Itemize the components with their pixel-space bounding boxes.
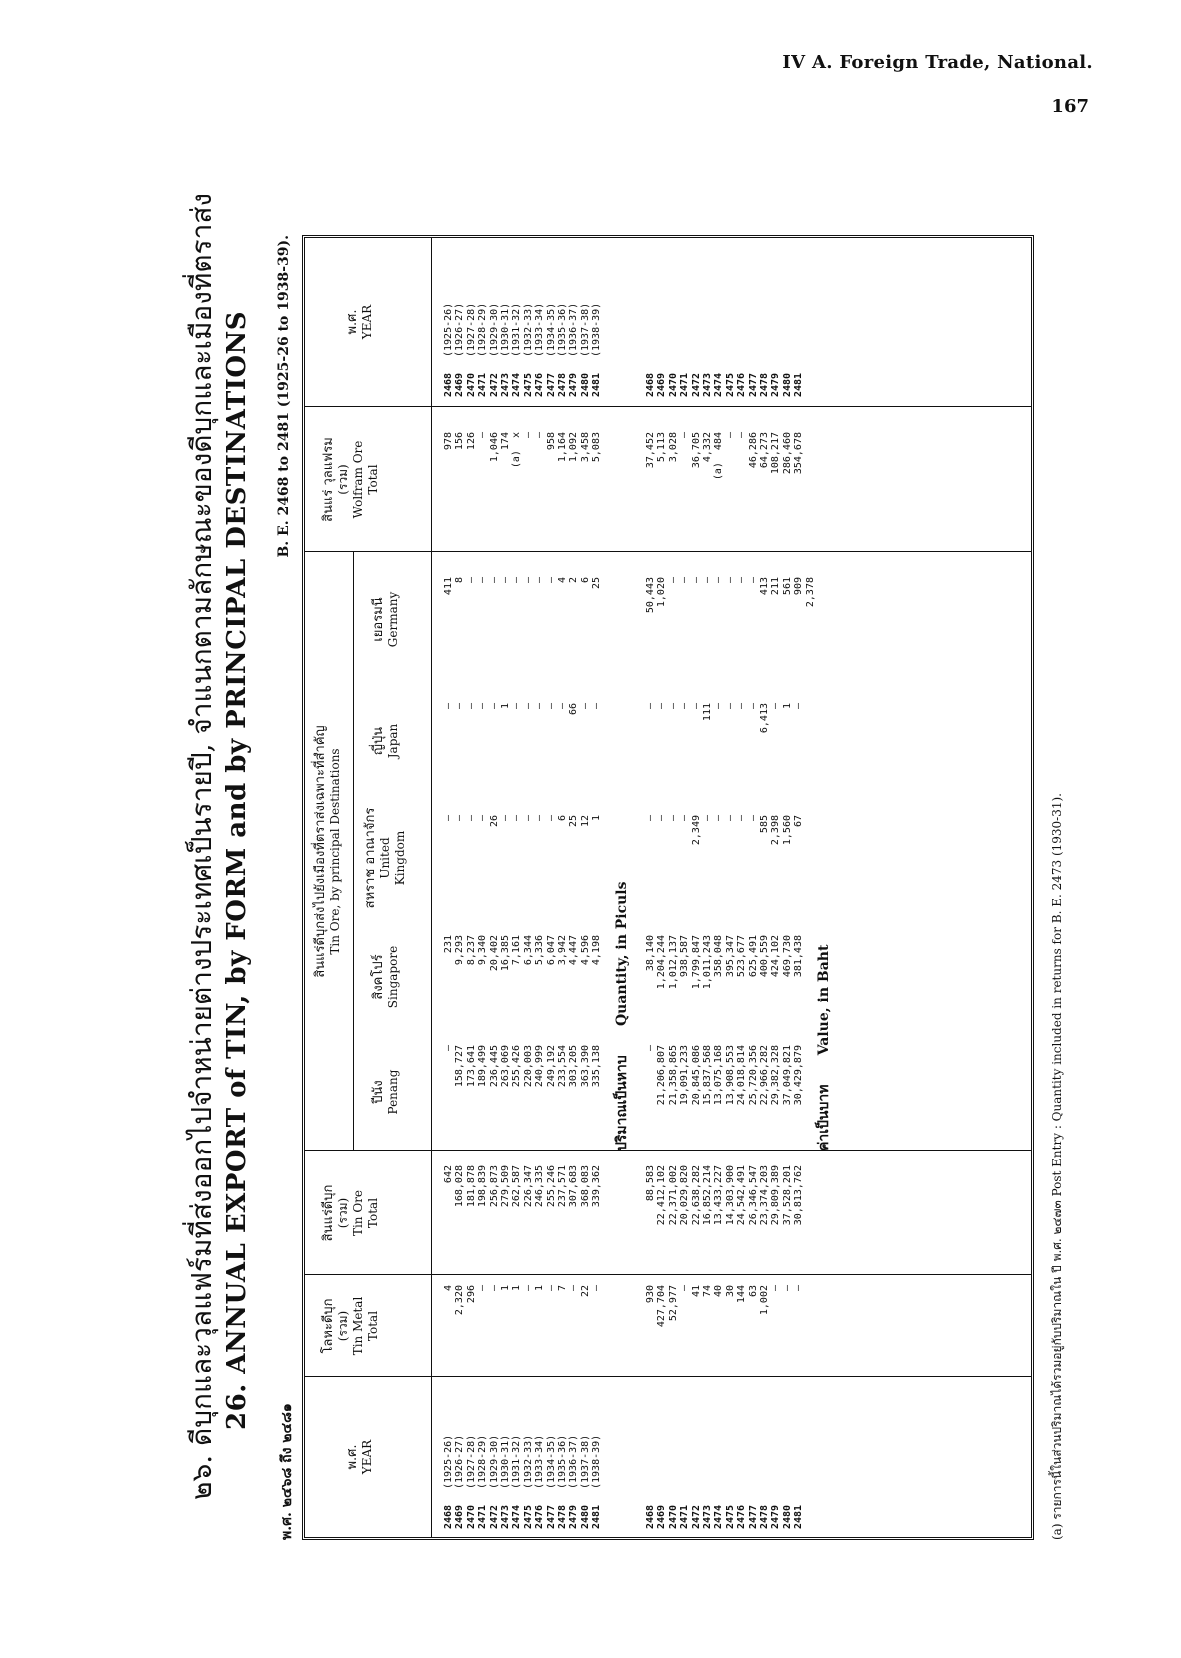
val-tin-metal: 930 427,704 52,977 — 41 74 40 30 144 63 1,002 — — —	[645, 1285, 805, 1328]
wolfram-header: สินแร่ วุลแฟรม (รวม) Wolfram Ore Total	[321, 437, 380, 522]
qty-wolfram: 978 156 126 — 1,046 174 (a) x — — 958 1,164 1,092 3,458 5,083	[443, 432, 603, 469]
range-english: B. E. 2468 to 2481 (1925-26 to 1938-39).	[276, 235, 292, 558]
tin-ore-header: สินแร่ดีบุก (รวม) Tin Ore Total	[321, 1184, 380, 1242]
col-divider	[305, 406, 1031, 407]
years-ce-quantity-right: (1925-26) (1926-27) (1927-28) (1928-29) (1929-30) (1930-31) (1931-32) (1932-33) (1933-34) (1934-35) (1935-36) (1936-37) (1937-38) (1938-39)	[443, 302, 603, 357]
table-title-thai: ๒๖. ดีบุกและวุลแฟร์มที่ส่งออกไปจำหน่ายต่างประเทศเป็นรายปี, จำแนกตามลักษณะของดีบุกและเมืองที่ตราส่ง	[185, 192, 218, 1500]
germany-header: เยอรมนี Germany	[371, 591, 400, 648]
col-divider	[305, 551, 1031, 552]
section-quantity: ปริมาณเป็นหาบ Quantity, in Piculs	[614, 881, 630, 1151]
col-divider	[305, 1274, 1031, 1275]
years-value: 2468 2469 2470 2471 2472 2473 2474 2475 2476 2477 2478 2479 2480 2481	[645, 1504, 805, 1529]
val-wolfram: 37,452 5,113 3,028 — 36,705 4,332 (a) 484 — — 46,286 64,273 108,217 286,460 354,678	[645, 432, 805, 481]
qty-japan: — — — — — 1 — — — — — 66 — —	[443, 703, 603, 716]
penang-header: ปีนัง Penang	[371, 1069, 400, 1115]
qty-tin-ore: 642 168,028 181,878 198,839 256,873 279,509 262,587 226,347 246,335 255,246 237,571 307,683 368,083 339,362	[443, 1165, 603, 1208]
years-ce-quantity: (1925-26) (1926-27) (1927-28) (1928-29) (1929-30) (1930-31) (1931-32) (1932-33) (1933-34) (1934-35) (1935-36) (1936-37) (1937-38) (1938-39)	[443, 1434, 603, 1489]
val-germany: 50,443 1,020 — — — — — — — — 413 211 561 909 2,378	[645, 577, 816, 614]
group-underline	[353, 552, 354, 1151]
val-japan: — — — — — 111 — — — — 6,413 — 1 —	[645, 703, 805, 734]
table-title-english: 26. ANNUAL EXPORT of TIN, by FORM and by PRINCIPAL DESTINATIONS	[222, 310, 252, 1430]
qty-tin-metal: 4 2,320 296 — — 1 1 — 1 — 7 — 22 —	[443, 1285, 603, 1316]
header-rule	[431, 237, 432, 1537]
val-penang: — 21,206,807 21,358,865 19,091,233 20,845,086 15,837,568 13,075,168 13,908,553 24,018,814 25,720,356 22,966,282 29,382,328 37,049,821 30,429,879	[645, 1045, 805, 1106]
val-tin-ore: 88,583 22,412,102 22,371,002 20,029,820 22,638,282 16,852,214 13,433,227 14,303,900 24,542,491 26,346,547 23,374,203 29,809,389 37,528,201 30,813,762	[645, 1165, 805, 1226]
year-header-right: พ.ศ. YEAR	[345, 304, 374, 340]
qty-singapore: 231 9,293 8,237 9,340 20,402 16,385 7,161 6,344 5,336 6,047 3,942 4,447 4,596 4,198	[443, 935, 603, 972]
val-uk: — — — — 2,349 — — — — — 585 2,398 1,560 67	[645, 815, 805, 846]
col-divider	[305, 1376, 1031, 1377]
footnote: (a) รายการนี้ในส่วนปริมาณได้รวมอยู่กับปริมาณใน ปี พ.ศ. ๒๔๗๓ Post Entry : Quantity included in returns for B. E. 2473 (1930-31).	[1050, 793, 1064, 1540]
year-header: พ.ศ. YEAR	[345, 1439, 374, 1475]
val-singapore: 38,140 1,204,244 1,012,137 938,587 1,799,847 1,011,243 358,048 395,347 523,677 625,491 400,559 424,102 469,730 381,438	[645, 935, 805, 990]
running-header: IV A. Foreign Trade, National.	[782, 52, 1093, 73]
destinations-header: สินแร่ดีบุกส่งไปยังเมืองที่ตราส่งเฉพาะที่สำคัญ Tin Ore, by principal Destinations	[313, 725, 342, 978]
uk-header: สหราช อาณาจักร United Kingdom	[363, 807, 407, 909]
page-number: 167	[1051, 96, 1089, 117]
years-value-right: 2468 2469 2470 2471 2472 2473 2474 2475 2476 2477 2478 2479 2480 2481	[645, 372, 805, 397]
singapore-header: สิงคโปร์ Singapore	[371, 945, 400, 1009]
qty-penang: — 158,727 173,641 189,499 236,445 263,069 255,426 220,003 240,999 249,192 233,554 303,205 363,390 335,138	[443, 1045, 603, 1088]
col-divider	[305, 1150, 1031, 1151]
tin-metal-header: โลหะดีบุก (รวม) Tin Metal Total	[321, 1296, 380, 1356]
years-quantity: 2468 2469 2470 2471 2472 2473 2474 2475 2476 2477 2478 2479 2480 2481	[443, 1504, 603, 1529]
qty-uk: — — — — 26 — — — — — 6 25 12 1	[443, 815, 603, 828]
data-table	[302, 235, 1034, 1540]
japan-header: ญี่ปุ่น Japan	[371, 723, 400, 759]
rotated-table-block	[180, 192, 1064, 1540]
range-thai: พ.ศ. ๒๔๖๘ ถึง ๒๔๘๑	[279, 1403, 295, 1540]
qty-germany: 411 8 — — — — — — — — 4 2 6 25	[443, 577, 603, 596]
years-quantity-right: 2468 2469 2470 2471 2472 2473 2474 2475 2476 2477 2478 2479 2480 2481	[443, 372, 603, 397]
section-value: ค่าเป็นบาท Value, in Baht	[816, 944, 832, 1151]
